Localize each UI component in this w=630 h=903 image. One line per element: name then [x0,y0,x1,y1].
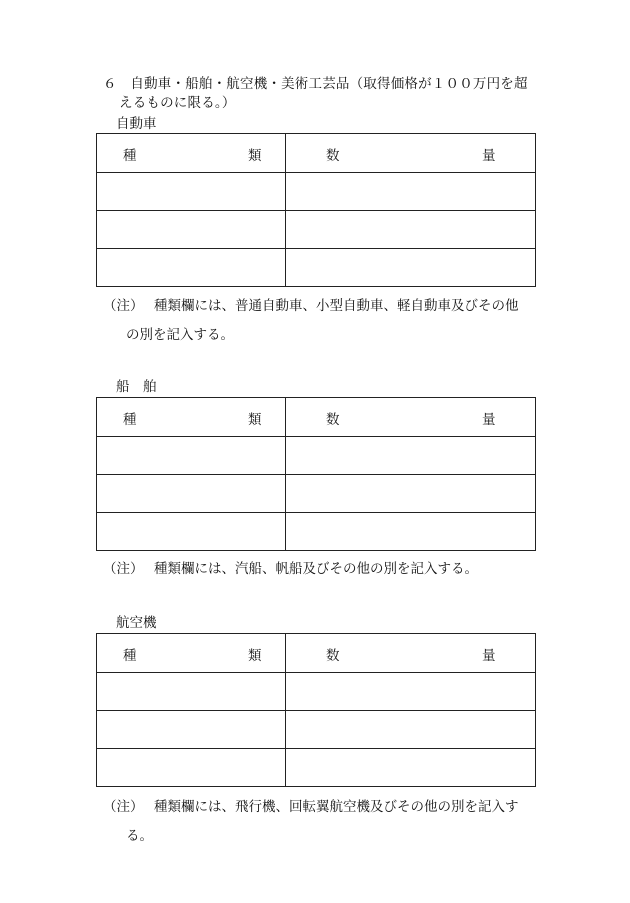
quantity-cell[interactable] [286,711,536,749]
ship-label: 船 舶 [116,379,157,395]
ship-note-line1: 種類欄には、汽船、帆船及びその他の別を記入する。 [154,561,478,577]
quantity-header-cell [286,134,536,173]
quantity-cell[interactable] [286,513,536,551]
kind-header-right: 類 [248,148,262,164]
quantity-header-right: 量 [482,648,496,664]
ship-note-prefix: （注） [103,561,144,577]
automobile-note-line2: の別を記入する。 [126,327,234,343]
kind-header-left: 種 [123,648,137,664]
table-row [97,475,536,513]
section-heading-line2: えるものに限る。） [119,95,236,111]
quantity-cell[interactable] [286,249,536,287]
aircraft-note-line2: る。 [126,828,153,844]
kind-header-left: 種 [123,412,137,428]
kind-header-right: 類 [248,648,262,664]
aircraft-note-line1: 種類欄には、飛行機、回転翼航空機及びその他の別を記入す [154,799,519,815]
section-heading-line1: ６ 自動車・船舶・航空機・美術工芸品（取得価格が１００万円を超 [103,76,528,92]
automobile-table [96,133,536,287]
table-row [97,437,536,475]
kind-cell[interactable] [97,513,286,551]
kind-cell[interactable] [97,211,286,249]
quantity-header-left: 数 [326,648,340,664]
kind-cell[interactable] [97,437,286,475]
aircraft-note-prefix: （注） [103,799,144,815]
kind-header-cell [97,398,286,437]
quantity-cell[interactable] [286,749,536,787]
kind-cell[interactable] [97,749,286,787]
kind-header-right: 類 [248,412,262,428]
automobile-note-prefix: （注） [103,298,144,314]
kind-header-cell [97,634,286,673]
table-row [97,513,536,551]
kind-header-left: 種 [123,148,137,164]
kind-cell[interactable] [97,249,286,287]
kind-cell[interactable] [97,673,286,711]
quantity-cell[interactable] [286,211,536,249]
quantity-cell[interactable] [286,475,536,513]
ship-table [96,397,536,551]
quantity-header-left: 数 [326,148,340,164]
aircraft-table [96,633,536,787]
automobile-label: 自動車 [116,116,157,132]
quantity-cell[interactable] [286,437,536,475]
table-row [97,673,536,711]
aircraft-label: 航空機 [116,615,157,631]
table-header-row [97,398,536,437]
table-row [97,749,536,787]
quantity-header-cell [286,398,536,437]
kind-cell[interactable] [97,173,286,211]
quantity-header-cell [286,634,536,673]
kind-header-cell [97,134,286,173]
quantity-cell[interactable] [286,173,536,211]
kind-cell[interactable] [97,711,286,749]
table-row [97,173,536,211]
kind-cell[interactable] [97,475,286,513]
quantity-header-right: 量 [482,412,496,428]
table-header-row [97,134,536,173]
table-header-row [97,634,536,673]
table-row [97,711,536,749]
table-row [97,249,536,287]
quantity-cell[interactable] [286,673,536,711]
quantity-header-right: 量 [482,148,496,164]
automobile-note-line1: 種類欄には、普通自動車、小型自動車、軽自動車及びその他 [154,298,519,314]
table-row [97,211,536,249]
quantity-header-left: 数 [326,412,340,428]
